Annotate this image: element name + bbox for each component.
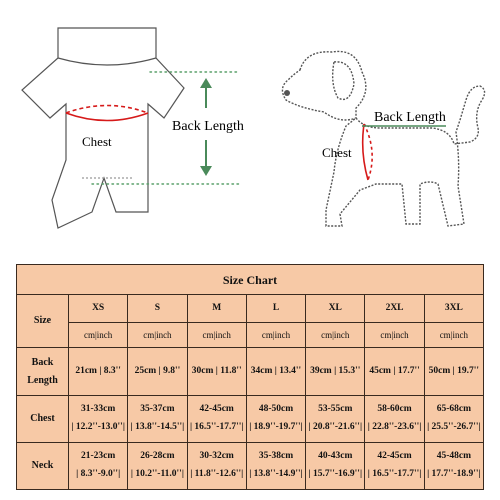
garment-back-length-label: Back Length: [172, 119, 244, 134]
neck-xs: 21-23cm | 8.3''-9.0''|: [69, 442, 128, 489]
neck-2xl: 42-45cm | 16.5''-17.7''|: [365, 442, 424, 489]
neck-xl: 40-43cm | 15.7''-16.9''|: [306, 442, 365, 489]
row-label-back-length: Back Length: [17, 348, 69, 395]
garment-chest-label: Chest: [82, 134, 112, 149]
back-length-l: 34cm | 13.4'': [246, 348, 305, 395]
back-length-2xl: 45cm | 17.7'': [365, 348, 424, 395]
unit-cell: cm|inch: [128, 323, 187, 348]
back-length-xs: 21cm | 8.3'': [69, 348, 128, 395]
chest-m: 42-45cm | 16.5''-17.7''|: [187, 395, 246, 442]
dog-sketch: [282, 51, 484, 226]
chest-row: [17, 395, 484, 442]
chest-2xl: 58-60cm | 22.8''-23.6''|: [365, 395, 424, 442]
unit-cell: cm|inch: [424, 323, 483, 348]
size-header: Size: [17, 295, 69, 348]
dog-chest-label: Chest: [322, 145, 352, 160]
back-length-row: [17, 348, 484, 395]
size-chart-title: Size Chart: [17, 265, 484, 295]
back-length-s: 25cm | 9.8'': [128, 348, 187, 395]
neck-row: [17, 442, 484, 489]
size-3xl: 3XL: [424, 295, 483, 323]
chest-3xl: 65-68cm | 25.5''-26.7''|: [424, 395, 483, 442]
size-chart-table: [16, 264, 484, 490]
size-s: S: [128, 295, 187, 323]
row-label-chest: Chest: [17, 395, 69, 442]
size-xs: XS: [69, 295, 128, 323]
unit-cell: cm|inch: [69, 323, 128, 348]
size-l: L: [246, 295, 305, 323]
chest-s: 35-37cm | 13.8''-14.5''|: [128, 395, 187, 442]
neck-l: 35-38cm | 13.8''-14.9''|: [246, 442, 305, 489]
unit-cell: cm|inch: [365, 323, 424, 348]
neck-3xl: 45-48cm | 17.7''-18.9''|: [424, 442, 483, 489]
neck-m: 30-32cm | 11.8''-12.6''|: [187, 442, 246, 489]
chest-xl: 53-55cm | 20.8''-21.6''|: [306, 395, 365, 442]
back-length-xl: 39cm | 15.3'': [306, 348, 365, 395]
unit-cell: cm|inch: [246, 323, 305, 348]
garment-sketch: [22, 28, 184, 228]
size-2xl: 2XL: [365, 295, 424, 323]
neck-s: 26-28cm | 10.2''-11.0''|: [128, 442, 187, 489]
back-length-m: 30cm | 11.8'': [187, 348, 246, 395]
unit-cell: cm|inch: [306, 323, 365, 348]
chest-l: 48-50cm | 18.9''-19.7''|: [246, 395, 305, 442]
back-length-3xl: 50cm | 19.7'': [424, 348, 483, 395]
row-label-neck: Neck: [17, 442, 69, 489]
size-m: M: [187, 295, 246, 323]
chest-xs: 31-33cm | 12.2''-13.0''|: [69, 395, 128, 442]
dog-nose: [284, 90, 290, 96]
unit-cell: cm|inch: [187, 323, 246, 348]
dog-back-length-label: Back Length: [374, 110, 446, 125]
size-xl: XL: [306, 295, 365, 323]
